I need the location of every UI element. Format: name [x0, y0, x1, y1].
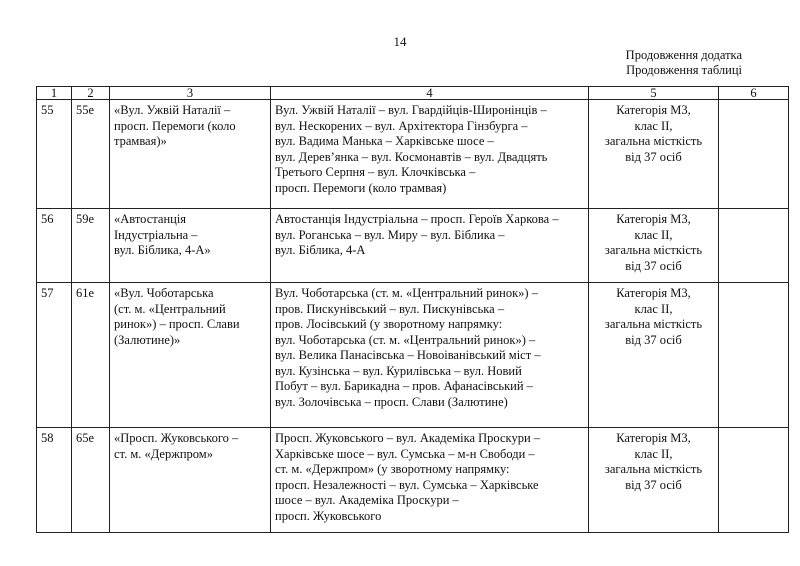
cell-line: вул. Біблика, 4-А	[275, 243, 366, 257]
row-number	[37, 428, 72, 533]
cell-line: від 37 осіб	[625, 149, 682, 164]
cell-line: (ст. м. «Центральний	[114, 301, 226, 316]
cell-line: ст. м. «Держпром»	[114, 446, 213, 461]
cell-line: Третього Серпня – вул. Клочківська –	[275, 165, 476, 179]
cell-line: вул. Вадима Манька – Харківське шосе –	[275, 134, 494, 148]
table-row	[37, 428, 789, 533]
cell-text: 58	[41, 431, 54, 445]
cell-line: трамвая)»	[114, 134, 167, 148]
column-header: 4	[271, 87, 589, 100]
cell-line: вул. Велика Панасівська – Новоіванівський міст –	[275, 348, 541, 362]
cell-text: 65е	[76, 431, 95, 445]
cell-line: Вул. Ужвій Наталії – вул. Гвардійців-Широнінців –	[275, 103, 547, 117]
route-path	[271, 209, 589, 283]
cell-line: Просп. Жуковського – вул. Академіка Проскури –	[275, 431, 541, 445]
cell-line: просп. Жуковського	[275, 508, 382, 523]
route-name	[110, 209, 271, 283]
route-name	[110, 283, 271, 428]
cell-line: клас II,	[634, 301, 673, 316]
cell-text: 59е	[76, 212, 95, 226]
column-header: 2	[72, 87, 110, 100]
cell-text: 55	[41, 103, 54, 117]
route-name	[110, 428, 271, 533]
appendix-continuation-note: Продовження додатка	[625, 48, 742, 62]
cell-line: клас II,	[634, 227, 673, 242]
routes-table	[36, 86, 789, 533]
column-6-cell	[719, 100, 789, 209]
cell-text: 57	[41, 286, 54, 300]
cell-text: 55е	[76, 103, 95, 117]
table-header-row	[37, 87, 789, 100]
cell-line: ринок») – просп. Слави	[114, 317, 240, 331]
cell-line: пров. Пискунівський – вул. Пискунівська –	[275, 301, 505, 316]
cell-line: вул. Кузінська – вул. Курилівська – вул. Новий	[275, 363, 522, 378]
cell-line: вул. Чоботарська (ст. м. «Центральний ринок») –	[275, 332, 536, 347]
row-number	[37, 283, 72, 428]
cell-line: вул. Біблика, 4-А»	[114, 243, 211, 257]
row-number	[37, 209, 72, 283]
cell-text: 56	[41, 212, 54, 226]
cell-line: ст. м. «Держпром» (у зворотному напрямку:	[275, 462, 510, 476]
column-6-cell	[719, 209, 789, 283]
vehicle-category	[589, 283, 719, 428]
cell-line: Категорія М3,	[616, 212, 691, 226]
cell-line: від 37 осіб	[625, 258, 682, 273]
cell-line: «Автостанція	[114, 212, 187, 226]
cell-line: клас II,	[634, 446, 673, 461]
cell-line: просп. Незалежності – вул. Сумська – Харківське	[275, 477, 539, 492]
cell-line: шосе – вул. Академіка Проскури –	[275, 493, 459, 507]
cell-line: вул. Золочівська – просп. Слави (Залютине)	[275, 394, 508, 409]
cell-line: «Вул. Ужвій Наталії –	[114, 103, 231, 117]
row-number	[37, 100, 72, 209]
cell-line: Індустріальна –	[114, 227, 198, 242]
cell-line: Категорія М3,	[616, 431, 691, 445]
vehicle-category	[589, 100, 719, 209]
route-code	[72, 428, 110, 533]
cell-line: просп. Перемоги (коло трамвая)	[275, 180, 447, 195]
route-code	[72, 100, 110, 209]
cell-line: Вул. Чоботарська (ст. м. «Центральний ринок») –	[275, 286, 538, 300]
cell-line: клас II,	[634, 118, 673, 133]
route-path	[271, 428, 589, 533]
cell-line: Харківське шосе – вул. Сумська – м-н Свободи –	[275, 446, 535, 461]
column-6-cell	[719, 283, 789, 428]
column-header: 5	[589, 87, 719, 100]
cell-line: від 37 осіб	[625, 477, 682, 492]
page-number: 14	[393, 34, 407, 49]
header-notes	[626, 48, 742, 78]
cell-line: просп. Перемоги (коло	[114, 118, 236, 133]
cell-line: (Залютине)»	[114, 332, 181, 347]
table-row	[37, 283, 789, 428]
table-row	[37, 209, 789, 283]
cell-line: загальна місткість	[604, 317, 703, 331]
column-header: 6	[719, 87, 789, 100]
route-code	[72, 209, 110, 283]
cell-line: загальна місткість	[604, 243, 703, 257]
cell-line: вул. Нескорених – вул. Архітектора Гінзбурга –	[275, 118, 528, 133]
route-name	[110, 100, 271, 209]
column-header: 1	[37, 87, 72, 100]
cell-line: загальна місткість	[604, 462, 703, 476]
cell-line: «Просп. Жуковського –	[114, 431, 239, 445]
column-6-cell	[719, 428, 789, 533]
cell-line: від 37 осіб	[625, 332, 682, 347]
route-path	[271, 283, 589, 428]
cell-line: Побут – вул. Барикадна – пров. Афанасівський –	[275, 379, 533, 393]
route-path	[271, 100, 589, 209]
cell-line: Категорія М3,	[616, 103, 691, 117]
vehicle-category	[589, 209, 719, 283]
table-row	[37, 100, 789, 209]
cell-line: «Вул. Чоботарська	[114, 286, 214, 300]
cell-line: Категорія М3,	[616, 286, 691, 300]
cell-text: 61е	[76, 286, 95, 300]
route-code	[72, 283, 110, 428]
column-header: 3	[110, 87, 271, 100]
cell-line: вул. Дерев’янка – вул. Космонавтів – вул. Двадцять	[275, 149, 548, 164]
vehicle-category	[589, 428, 719, 533]
cell-line: вул. Роганська – вул. Миру – вул. Біблика –	[275, 227, 505, 242]
table-continuation-note: Продовження таблиці	[626, 63, 742, 77]
cell-line: пров. Лосівський (у зворотному напрямку:	[275, 317, 503, 331]
cell-line: Автостанція Індустріальна – просп. Героїв Харкова –	[275, 212, 559, 226]
cell-line: загальна місткість	[604, 134, 703, 148]
